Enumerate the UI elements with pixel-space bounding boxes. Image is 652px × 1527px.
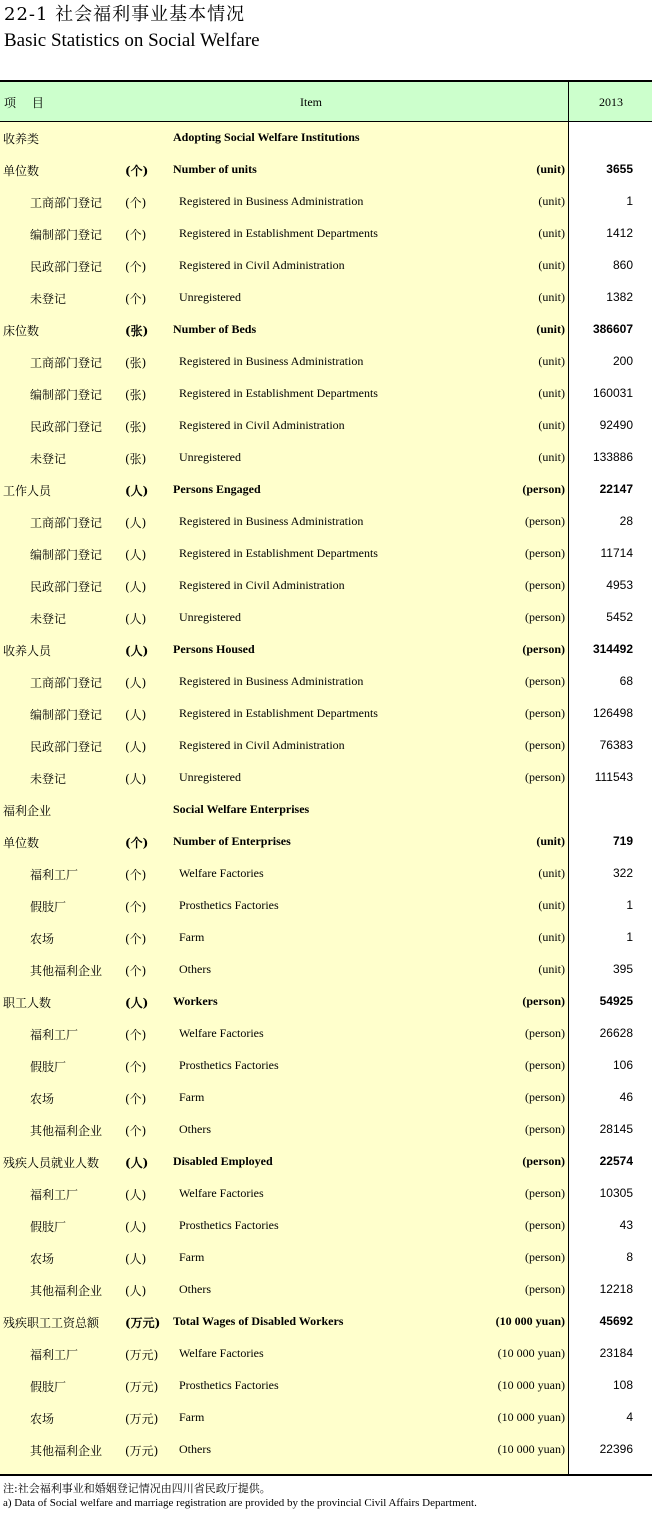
row-unit-cn: (个) [125,292,147,306]
row-label-cn: 农场 [30,1092,55,1106]
row-value: 54925 [599,994,633,1008]
row-value: 28145 [599,1122,633,1136]
row-label-cn: 其他福利企业 [30,1284,103,1298]
row-label-cn: 农场 [30,1252,55,1266]
table-row [0,794,652,826]
row-label-cn: 其他福利企业 [30,1444,103,1458]
table-row [0,570,652,602]
row-unit-cn: (万元) [125,1412,159,1426]
row-unit-cn: (人) [125,772,147,786]
table-row [0,506,652,538]
row-label-cn: 残疾人员就业人数 [3,1156,100,1170]
row-label-en: Registered in Civil Administration [179,258,345,272]
table-row [0,442,652,474]
row-label-en: Registered in Business Administration [179,674,364,688]
row-unit-en: (unit) [538,258,565,272]
row-value: 4 [626,1410,633,1424]
table-row [0,634,652,666]
row-value: 22147 [599,482,633,496]
row-unit-cn: (人) [125,548,147,562]
row-unit-cn: (个) [125,164,149,178]
row-label-en: Adopting Social Welfare Institutions [173,130,360,144]
row-label-cn: 编制部门登记 [30,708,103,722]
row-unit-en: (unit) [538,450,565,464]
table-row [0,1146,652,1178]
row-label-cn: 福利工厂 [30,1348,79,1362]
table-row [0,1402,652,1434]
row-unit-cn: (个) [125,932,147,946]
row-label-cn: 工商部门登记 [30,356,103,370]
table-row [0,1274,652,1306]
row-label-en: Others [179,962,211,976]
row-label-cn: 未登记 [30,452,67,466]
row-value: 92490 [599,418,633,432]
row-value: 160031 [592,386,633,400]
row-label-cn: 民政部门登记 [30,580,103,594]
table-row [0,1178,652,1210]
table-row [0,538,652,570]
row-value: 5452 [606,610,633,624]
header-item-en: Item [300,95,322,109]
row-unit-cn: (人) [125,996,149,1010]
table-row [0,122,652,154]
statistics-table [0,80,652,1476]
row-value: 395 [612,962,633,976]
row-value: 68 [619,674,633,688]
row-label-en: Number of units [173,162,257,176]
table-row [0,474,652,506]
row-unit-en: (person) [525,1122,565,1136]
row-label-cn: 其他福利企业 [30,1124,103,1138]
row-value: 43 [619,1218,633,1232]
row-value: 111543 [594,770,633,784]
row-label-en: Registered in Establishment Departments [179,546,378,560]
row-label-cn: 民政部门登记 [30,260,103,274]
row-label-en: Registered in Establishment Departments [179,226,378,240]
row-label-cn: 收养类 [3,132,40,146]
table-row [0,762,652,794]
row-unit-cn: (人) [125,708,147,722]
row-value: 1382 [606,290,633,304]
row-unit-en: (person) [522,994,565,1008]
row-label-cn: 工商部门登记 [30,676,103,690]
row-unit-cn: (人) [125,1188,147,1202]
row-value: 719 [612,834,633,848]
table-row [0,250,652,282]
row-label-en: Welfare Factories [179,1186,264,1200]
row-label-en: Unregistered [179,290,241,304]
table-row [0,602,652,634]
row-unit-en: (unit) [536,322,565,336]
row-label-cn: 单位数 [3,164,40,178]
row-unit-en: (unit) [538,354,565,368]
row-unit-cn: (万元) [125,1348,159,1362]
table-row [0,282,652,314]
row-label-en: Persons Engaged [173,482,261,496]
row-unit-cn: (张) [125,452,147,466]
row-label-en: Registered in Establishment Departments [179,386,378,400]
row-value: 126498 [592,706,633,720]
row-label-en: Prosthetics Factories [179,1218,279,1232]
row-unit-cn: (个) [125,1124,147,1138]
row-unit-cn: (个) [125,1092,147,1106]
row-value: 1 [626,194,633,208]
row-unit-cn: (人) [125,580,147,594]
row-value: 22396 [599,1442,633,1456]
header-year-cell [568,82,652,122]
table-row [0,986,652,1018]
row-label-cn: 职工人数 [3,996,52,1010]
row-unit-en: (unit) [538,290,565,304]
row-unit-en: (10 000 yuan) [497,1346,565,1360]
row-unit-cn: (万元) [125,1444,159,1458]
row-unit-en: (person) [525,1218,565,1232]
row-unit-en: (person) [522,1154,565,1168]
row-unit-cn: (张) [125,388,147,402]
row-unit-en: (unit) [538,962,565,976]
row-label-en: Registered in Civil Administration [179,418,345,432]
row-label-cn: 未登记 [30,292,67,306]
header-year: 2013 [599,95,623,109]
row-unit-cn: (张) [125,420,147,434]
row-value: 1 [626,898,633,912]
row-unit-en: (10 000 yuan) [497,1378,565,1392]
row-value: 26628 [599,1026,633,1040]
row-label-en: Others [179,1442,211,1456]
row-unit-cn: (人) [125,740,147,754]
row-unit-cn: (个) [125,1060,147,1074]
row-label-cn: 假肢厂 [30,1060,67,1074]
row-unit-en: (person) [525,738,565,752]
table-row [0,1242,652,1274]
row-label-cn: 工商部门登记 [30,516,103,530]
row-label-en: Welfare Factories [179,866,264,880]
page-title-cn: 22-1 社会福利事业基本情况 [4,4,246,25]
row-unit-en: (unit) [538,226,565,240]
table-row [0,378,652,410]
row-label-cn: 未登记 [30,772,67,786]
row-label-en: Others [179,1282,211,1296]
table-row [0,1210,652,1242]
row-label-cn: 假肢厂 [30,1220,67,1234]
row-unit-cn: (人) [125,1220,147,1234]
row-unit-en: (person) [525,1090,565,1104]
row-unit-en: (person) [522,642,565,656]
row-unit-en: (person) [525,706,565,720]
row-label-cn: 福利工厂 [30,1028,79,1042]
row-label-en: Unregistered [179,770,241,784]
row-value: 10305 [599,1186,633,1200]
row-value: 1 [626,930,633,944]
row-unit-cn: (人) [125,516,147,530]
row-value: 8 [626,1250,633,1264]
table-row [0,1018,652,1050]
row-label-cn: 床位数 [3,324,40,338]
row-unit-en: (person) [525,1186,565,1200]
row-label-cn: 福利工厂 [30,1188,79,1202]
table-row [0,314,652,346]
row-unit-en: (unit) [538,386,565,400]
row-label-cn: 收养人员 [3,644,52,658]
table-row [0,1338,652,1370]
row-value: 322 [612,866,633,880]
row-unit-cn: (张) [125,324,149,338]
row-label-cn: 未登记 [30,612,67,626]
row-label-cn: 残疾职工工资总额 [3,1316,100,1330]
row-label-cn: 其他福利企业 [30,964,103,978]
row-label-en: Disabled Employed [173,1154,273,1168]
row-value: 1412 [606,226,633,240]
row-label-en: Welfare Factories [179,1026,264,1040]
row-label-en: Prosthetics Factories [179,1058,279,1072]
row-value: 45692 [599,1314,633,1328]
row-unit-en: (unit) [538,930,565,944]
row-unit-en: (person) [522,482,565,496]
table-row [0,1114,652,1146]
row-label-en: Farm [179,1250,205,1264]
row-label-en: Registered in Civil Administration [179,578,345,592]
table-row [0,954,652,986]
row-unit-cn: (个) [125,228,147,242]
row-label-en: Registered in Business Administration [179,194,364,208]
row-unit-en: (person) [525,578,565,592]
row-label-en: Farm [179,930,205,944]
table-row [0,218,652,250]
table-row [0,858,652,890]
row-label-en: Registered in Business Administration [179,514,364,528]
row-label-en: Others [179,1122,211,1136]
row-label-cn: 假肢厂 [30,900,67,914]
table-row [0,186,652,218]
header-item-cn: 项 目 [4,96,50,110]
row-value: 76383 [599,738,633,752]
row-unit-en: (10 000 yuan) [497,1410,565,1424]
row-unit-en: (person) [525,1058,565,1072]
row-label-cn: 工作人员 [3,484,52,498]
table-row [0,826,652,858]
row-value: 23184 [599,1346,633,1360]
row-label-en: Welfare Factories [179,1346,264,1360]
row-unit-cn: (万元) [125,1316,161,1330]
row-value: 133886 [592,450,633,464]
table-row [0,410,652,442]
row-label-en: Unregistered [179,610,241,624]
row-label-cn: 农场 [30,1412,55,1426]
row-unit-en: (person) [525,1250,565,1264]
table-row [0,1050,652,1082]
row-unit-en: (unit) [536,834,565,848]
row-label-en: Prosthetics Factories [179,1378,279,1392]
row-label-en: Number of Enterprises [173,834,291,848]
row-value: 12218 [599,1282,633,1296]
table-row [0,890,652,922]
row-unit-en: (unit) [538,866,565,880]
table-row [0,154,652,186]
row-unit-cn: (个) [125,196,147,210]
row-label-en: Total Wages of Disabled Workers [173,1314,344,1328]
row-label-en: Registered in Business Administration [179,354,364,368]
row-value: 106 [612,1058,633,1072]
row-unit-en: (unit) [538,418,565,432]
page-title-en: Basic Statistics on Social Welfare [4,30,260,51]
table-row [0,1082,652,1114]
row-unit-en: (person) [525,1026,565,1040]
row-unit-cn: (张) [125,356,147,370]
row-label-en: Social Welfare Enterprises [173,802,310,816]
row-unit-cn: (人) [125,1156,149,1170]
table-row [0,1370,652,1402]
row-label-cn: 编制部门登记 [30,548,103,562]
row-label-en: Unregistered [179,450,241,464]
table-row [0,666,652,698]
row-label-en: Number of Beds [173,322,257,336]
row-value: 386607 [592,322,633,336]
table-row [0,1306,652,1338]
row-label-cn: 民政部门登记 [30,740,103,754]
row-label-en: Registered in Civil Administration [179,738,345,752]
row-label-en: Farm [179,1090,205,1104]
row-label-en: Farm [179,1410,205,1424]
table-body [0,122,652,1466]
row-unit-en: (unit) [538,898,565,912]
row-label-cn: 福利工厂 [30,868,79,882]
row-value: 3655 [606,162,633,176]
row-unit-en: (unit) [536,162,565,176]
row-label-en: Workers [173,994,218,1008]
row-label-cn: 编制部门登记 [30,228,103,242]
row-unit-cn: (人) [125,676,147,690]
row-unit-cn: (个) [125,900,147,914]
row-label-cn: 假肢厂 [30,1380,67,1394]
row-label-en: Registered in Establishment Departments [179,706,378,720]
footnote-cn: 注:社会福利事业和婚姻登记情况由四川省民政厅提供。 [3,1482,271,1495]
row-unit-cn: (个) [125,1028,147,1042]
table-row [0,730,652,762]
row-label-cn: 农场 [30,932,55,946]
row-unit-cn: (人) [125,644,149,658]
row-unit-en: (10 000 yuan) [495,1314,565,1328]
row-unit-en: (unit) [538,194,565,208]
row-label-en: Persons Housed [173,642,255,656]
row-unit-en: (person) [525,770,565,784]
row-value: 200 [612,354,633,368]
row-unit-cn: (个) [125,836,149,850]
row-unit-en: (10 000 yuan) [497,1442,565,1456]
row-unit-en: (person) [525,546,565,560]
row-unit-en: (person) [525,610,565,624]
row-unit-cn: (个) [125,964,147,978]
row-unit-cn: (人) [125,1284,147,1298]
row-unit-cn: (个) [125,260,147,274]
row-label-cn: 民政部门登记 [30,420,103,434]
row-unit-cn: (万元) [125,1380,159,1394]
row-unit-en: (person) [525,674,565,688]
row-label-cn: 编制部门登记 [30,388,103,402]
row-unit-en: (person) [525,1282,565,1296]
row-value: 4953 [606,578,633,592]
row-unit-cn: (人) [125,484,149,498]
row-label-cn: 福利企业 [3,804,52,818]
row-value: 314492 [592,642,633,656]
row-unit-cn: (个) [125,868,147,882]
row-value: 46 [619,1090,633,1104]
table-row [0,1434,652,1466]
footnote-en: a) Data of Social welfare and marriage registration are provided by the provincial Civil Affairs Department. [3,1497,477,1509]
row-label-cn: 单位数 [3,836,40,850]
table-row [0,346,652,378]
row-value: 22574 [599,1154,633,1168]
row-unit-cn: (人) [125,1252,147,1266]
row-value: 860 [612,258,633,272]
table-row [0,922,652,954]
row-value: 11714 [600,546,633,560]
row-label-cn: 工商部门登记 [30,196,103,210]
table-row [0,698,652,730]
row-value: 108 [612,1378,633,1392]
row-value: 28 [619,514,633,528]
row-unit-cn: (人) [125,612,147,626]
table-header [0,82,568,122]
row-label-en: Prosthetics Factories [179,898,279,912]
row-unit-en: (person) [525,514,565,528]
